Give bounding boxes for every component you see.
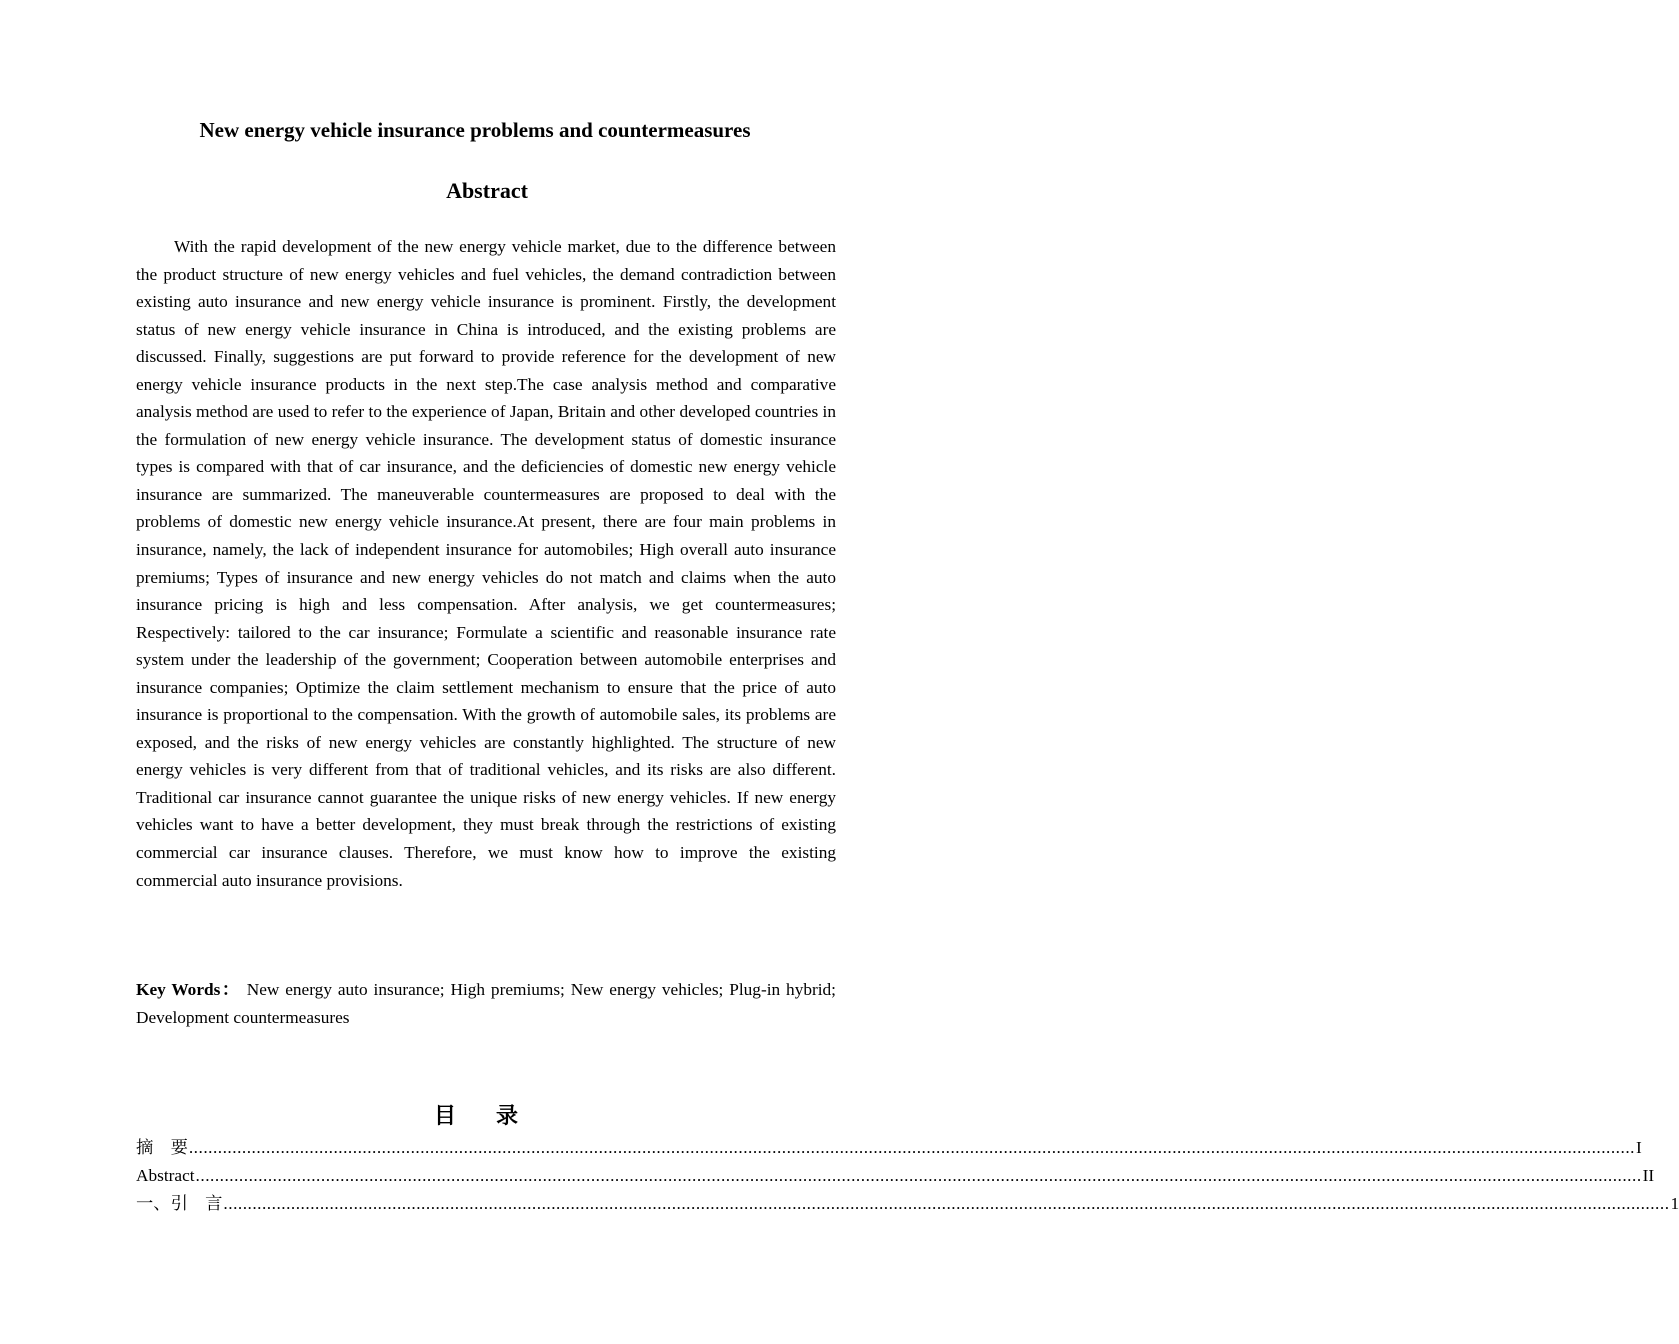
toc-entry-label: Abstract [136, 1166, 195, 1185]
toc-entry-page: I [1635, 1138, 1642, 1157]
paper-title: New energy vehicle insurance problems and countermeasures [199, 118, 751, 142]
abstract-body: With the rapid development of the new energy vehicle market, due to the difference between the product structure of new energy vehicles and fuel vehicles, the demand contradiction between existing auto insurance and new energy vehicle insurance is prominent. Firstly, the development status of new energy vehicle insurance in China is introduced, and the existing problems are discussed. Finally, suggestions are put forward to provide reference for the development of new energy vehicle insurance products in the next step.The case analysis method and comparative analysis method are used to refer to the experience of Japan, Britain and other developed countries in the formulation of new energy vehicle insurance. The development status of domestic insurance types is compared with that of car insurance, and the deficiencies of domestic new energy vehicle insurance are summarized. The maneuverable countermeasures are proposed to deal with the problems of domestic new energy vehicle insurance.At present, there are four main problems in insurance, namely, the lack of independent insurance for automobiles; High overall auto insurance premiums; Types of insurance and new energy vehicles do not match and claims when the auto insurance pricing is high and less compensation. After analysis, we get countermeasures; Respectively: tailored to the car insurance; Formulate a scientific and reasonable insurance rate system under the leadership of the government; Cooperation between automobile enterprises and insurance companies; Optimize the claim settlement mechanism to ensure that the price of auto insurance is proportional to the compensation. With the growth of automobile sales, its problems are exposed, and the risks of new energy vehicles are constantly highlighted. The structure of new energy vehicles is very different from that of traditional vehicles, and its risks are also different. Traditional car insurance cannot guarantee the unique risks of new energy vehicles. If new energy vehicles want to have a better development, they must break through the restrictions of existing commercial car insurance clauses. Therefore, we must know how to improve the existing commercial auto insurance provisions. [136, 237, 836, 890]
toc-entry-introduction[interactable] [136, 1190, 1679, 1218]
toc-leader-dots: ............................................................................................................................................................................................................................................................................................................ [223, 1194, 1670, 1213]
toc-heading: 目录 [433, 1104, 558, 1129]
toc-entry-abstract-cn[interactable] [136, 1134, 1642, 1162]
toc-entry-page: 1 [1670, 1194, 1679, 1213]
keywords-label: Key Words： [136, 980, 241, 999]
abstract-heading: Abstract [446, 178, 528, 203]
toc-entry-label: 一、引 言 [136, 1194, 223, 1213]
toc-entry-label: 摘 要 [136, 1138, 188, 1157]
keywords-text: New energy auto insurance; High premiums; New energy vehicles; Plug-in hybrid; Development countermeasures [136, 980, 836, 1027]
table-of-contents [136, 1134, 1679, 1218]
toc-leader-dots: ............................................................................................................................................................................................................................................................................................................ [195, 1166, 1642, 1185]
toc-entry-page: II [1642, 1166, 1655, 1185]
toc-entry-abstract-en[interactable] [136, 1162, 1655, 1190]
keywords-paragraph [136, 976, 836, 1031]
toc-leader-dots: ............................................................................................................................................................................................................................................................................................................ [188, 1138, 1635, 1157]
